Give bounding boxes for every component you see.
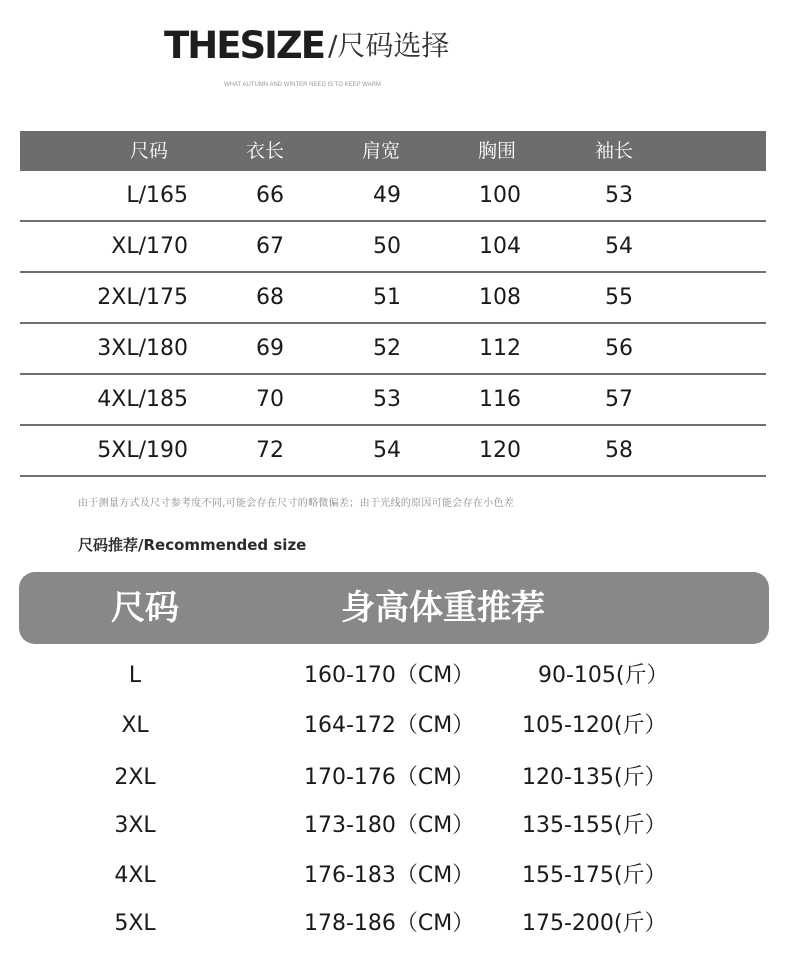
recommend-height: 178-186（CM）: [304, 911, 475, 936]
table-row: [20, 273, 766, 324]
size-table: [20, 131, 766, 477]
recommend-row: [0, 758, 790, 798]
cell-length: 66: [256, 183, 284, 208]
recommend-header-body: 身高体重推荐: [341, 588, 545, 628]
recommend-weight: 90-105(斤）: [538, 663, 669, 688]
cell-shoulder: 51: [373, 285, 401, 310]
recommend-row: [0, 656, 790, 696]
cell-chest: 120: [479, 438, 521, 463]
recommend-weight: 105-120(斤）: [522, 713, 667, 738]
cell-sleeve: 55: [605, 285, 633, 310]
header-length: 衣长: [246, 140, 285, 162]
cell-length: 70: [256, 387, 284, 412]
table-row: [20, 375, 766, 426]
subtitle: WHAT AUTUMN AND WINTER NEED IS TO KEEP WARM: [224, 82, 381, 88]
cell-shoulder: 50: [373, 234, 401, 259]
cell-chest: 112: [479, 336, 521, 361]
table-row: [20, 222, 766, 273]
recommend-row: [0, 706, 790, 746]
recommend-size: 5XL: [114, 911, 156, 936]
cell-sleeve: 53: [605, 183, 633, 208]
title-chinese: /尺码选择: [328, 29, 450, 62]
table-row: [20, 324, 766, 375]
recommend-height: 164-172（CM）: [304, 713, 475, 738]
cell-length: 67: [256, 234, 284, 259]
recommend-weight: 120-135(斤）: [522, 765, 667, 790]
cell-sleeve: 58: [605, 438, 633, 463]
recommend-weight: 155-175(斤）: [522, 863, 667, 888]
cell-size: 2XL/175: [97, 285, 188, 310]
cell-sleeve: 56: [605, 336, 633, 361]
recommend-row: [0, 856, 790, 896]
recommend-height: 170-176（CM）: [304, 765, 475, 790]
recommend-row: [0, 806, 790, 846]
recommend-size: 2XL: [114, 765, 156, 790]
cell-shoulder: 54: [373, 438, 401, 463]
recommend-weight: 175-200(斤）: [522, 911, 667, 936]
page-title: [164, 24, 449, 68]
cell-chest: 116: [479, 387, 521, 412]
table-row: [20, 426, 766, 477]
size-table-header: [20, 131, 766, 171]
recommend-weight: 135-155(斤）: [522, 813, 667, 838]
recommend-label: 尺码推荐/Recommended size: [78, 536, 307, 554]
cell-chest: 100: [479, 183, 521, 208]
cell-sleeve: 54: [605, 234, 633, 259]
cell-shoulder: 53: [373, 387, 401, 412]
cell-size: 5XL/190: [97, 438, 188, 463]
recommend-size: 4XL: [114, 863, 156, 888]
cell-size: XL/170: [111, 234, 188, 259]
cell-shoulder: 49: [373, 183, 401, 208]
recommend-table-header: [19, 572, 769, 644]
recommend-height: 173-180（CM）: [304, 813, 475, 838]
recommend-height: 160-170（CM）: [304, 663, 475, 688]
cell-chest: 108: [479, 285, 521, 310]
cell-size: 4XL/185: [97, 387, 188, 412]
cell-length: 69: [256, 336, 284, 361]
recommend-size: L: [128, 663, 142, 688]
cell-sleeve: 57: [605, 387, 633, 412]
cell-shoulder: 52: [373, 336, 401, 361]
cell-size: L/165: [126, 183, 188, 208]
cell-length: 68: [256, 285, 284, 310]
recommend-header-size: 尺码: [111, 588, 179, 628]
recommend-row: [0, 904, 790, 944]
header-chest: 胸围: [478, 140, 517, 162]
table-row: [20, 171, 766, 222]
header-sleeve: 袖长: [595, 140, 634, 162]
header-shoulder: 肩宽: [362, 140, 401, 162]
recommend-size: 3XL: [114, 813, 156, 838]
measurement-note: 由于测量方式及尺寸参考度不同,可能会存在尺寸的略微偏差；由于光线的原因可能会存在小色差: [78, 498, 515, 509]
cell-chest: 104: [479, 234, 521, 259]
title-english: THESIZE: [164, 24, 324, 67]
cell-length: 72: [256, 438, 284, 463]
cell-size: 3XL/180: [97, 336, 188, 361]
recommend-size: XL: [121, 713, 149, 738]
header-size: 尺码: [130, 140, 169, 162]
recommend-height: 176-183（CM）: [304, 863, 475, 888]
